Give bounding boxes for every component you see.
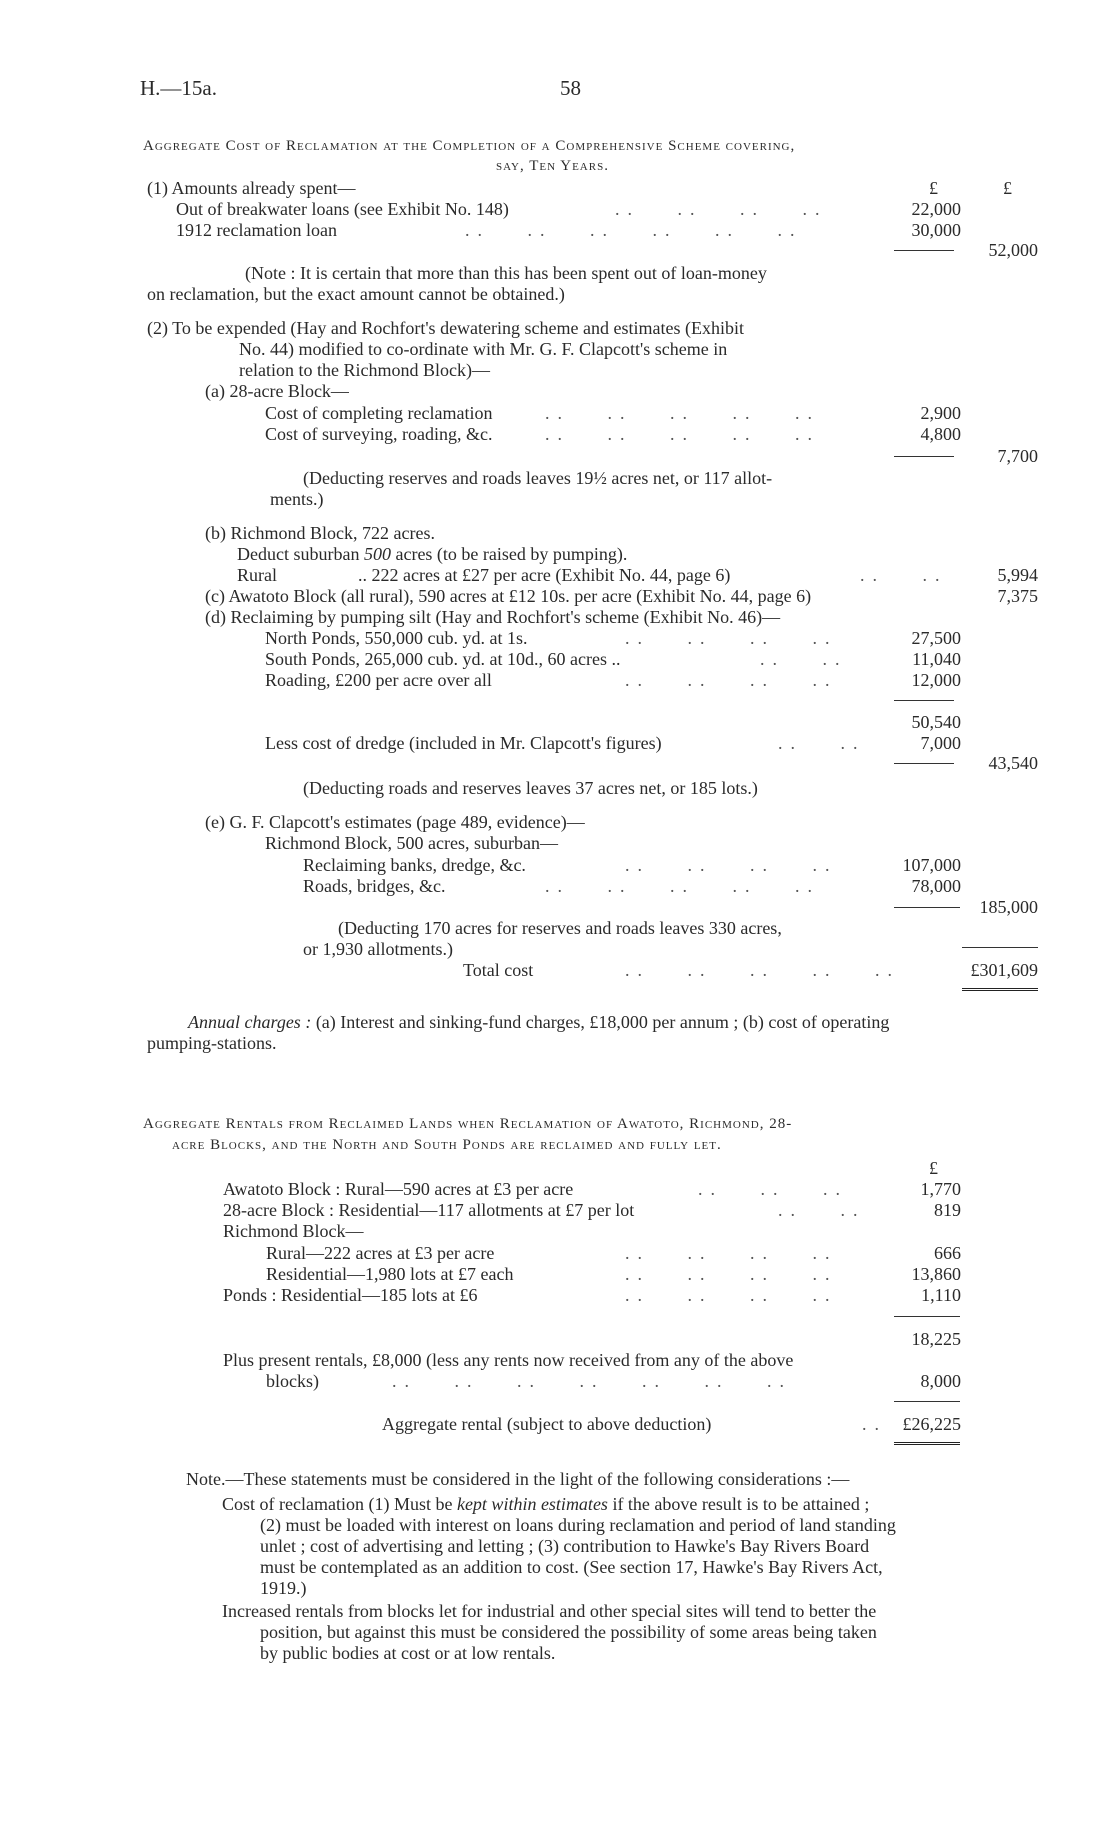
item2e-row2-label: Roads, bridges, &c. <box>303 876 446 896</box>
currency-col2: £ <box>1003 178 1012 198</box>
leader-dots: .. .. <box>860 565 948 585</box>
item2b-line2-num: 500 <box>363 544 391 564</box>
item2d-row1-value: 27,500 <box>911 628 961 648</box>
item2e-row2-value: 78,000 <box>911 876 961 896</box>
aggregate-rental-value: £26,225 <box>902 1414 961 1434</box>
leader-dots: .. .. .. .. <box>625 1243 838 1263</box>
item2d-note: (Deducting roads and reserves leaves 37 acres net, or 185 lots.) <box>303 778 758 798</box>
item2e-row1-value: 107,000 <box>902 855 961 875</box>
rental-row-residential: Residential—1,980 lots at £7 each <box>266 1264 514 1284</box>
note-p1-line1 <box>222 1494 869 1515</box>
section1-subtitle: say, Ten Years. <box>496 158 609 174</box>
item2e-note-line1: (Deducting 170 acres for reserves and roads leaves 330 acres, <box>338 918 782 938</box>
leader-dots: .. .. .. .. <box>625 855 838 875</box>
item2e-row1-label: Reclaiming banks, dredge, &c. <box>303 855 526 875</box>
note-p2-line2: position, but against this must be considered the possibility of some areas being taken <box>260 1622 877 1642</box>
leader-dots: .. .. .. .. .. <box>545 424 820 444</box>
item1-row2-value: 30,000 <box>911 220 961 240</box>
note-p1-line2: (2) must be loaded with interest on loans during reclamation and period of land standing <box>260 1515 896 1535</box>
item2b-rural-text: .. 222 acres at £27 per acre (Exhibit No. 44, page 6) <box>358 565 731 585</box>
item2a-heading: (a) 28-acre Block— <box>205 381 349 401</box>
plus-present-line2: blocks) <box>266 1371 319 1391</box>
item1-note-line1: (Note : It is certain that more than this has been spent out of loan-money <box>245 263 767 283</box>
rule <box>962 947 1038 948</box>
note-p1-line5: 1919.) <box>260 1578 307 1598</box>
item1-note-line2: on reclamation, but the exact amount cannot be obtained.) <box>147 284 565 304</box>
item2e-line2: Richmond Block, 500 acres, suburban— <box>265 833 558 853</box>
item2b-line2-pre: Deduct suburban <box>237 544 364 564</box>
leader-dots: .. .. .. .. .. <box>545 876 820 896</box>
document-reference: H.—15a. <box>140 76 217 100</box>
leader-dots: .. .. .. <box>698 1179 848 1199</box>
plus-present-line1: Plus present rentals, £8,000 (less any rents now received from any of the above <box>223 1350 794 1370</box>
item2-line1: (2) To be expended (Hay and Rochfort's dewatering scheme and estimates (Exhibit <box>147 318 744 338</box>
section2-title: Aggregate Rentals from Reclaimed Lands when Reclamation of Awatoto, Richmond, 28- <box>143 1116 793 1132</box>
rule <box>894 1316 960 1317</box>
section1-title: Aggregate Cost of Reclamation at the Completion of a Comprehensive Scheme covering, <box>143 138 796 154</box>
item2d-less-label: Less cost of dredge (included in Mr. Clapcott's figures) <box>265 733 662 753</box>
item2d-row2-value: 11,040 <box>912 649 961 669</box>
annual-charges-line2: pumping-stations. <box>147 1033 277 1053</box>
leader-dots: .. .. .. .. <box>625 1264 838 1284</box>
item2e-note-line2: or 1,930 allotments.) <box>303 939 453 959</box>
item2d-row1-label: North Ponds, 550,000 cub. yd. at 1s. <box>265 628 528 648</box>
annual-charges-label: Annual charges : <box>188 1012 312 1032</box>
rental-row-rural: Rural—222 acres at £3 per acre <box>266 1243 495 1263</box>
currency-col1: £ <box>929 178 938 198</box>
leader-dots: .. .. .. .. <box>615 199 828 219</box>
item2a-total: 7,700 <box>997 446 1038 466</box>
rental-value-28acre: 819 <box>934 1200 961 1220</box>
rental-row-28acre: 28-acre Block : Residential—117 allotments at £7 per lot <box>223 1200 635 1220</box>
leader-dots: .. .. .. .. .. <box>625 960 900 980</box>
note-p1-line4: must be contemplated as an addition to cost. (See section 17, Hawke's Bay Rivers Act, <box>260 1557 883 1577</box>
leader-dots: .. .. .. .. .. <box>545 403 820 423</box>
aggregate-rental-label: Aggregate rental (subject to above deduction) <box>382 1414 712 1434</box>
rental-row-ponds: Ponds : Residential—185 lots at £6 <box>223 1285 478 1305</box>
total-cost-value: £301,609 <box>970 960 1038 980</box>
leader-dots: .. .. .. .. .. .. .. <box>392 1371 792 1391</box>
item2b-heading: (b) Richmond Block, 722 acres. <box>205 523 435 543</box>
rule <box>894 700 954 701</box>
total-cost-label: Total cost <box>463 960 534 980</box>
item2b-rural-value: 5,994 <box>997 565 1038 585</box>
note-p1-line3: unlet ; cost of advertising and letting ; (3) contribution to Hawke's Bay Rivers Board <box>260 1536 870 1556</box>
item2a-row2-value: 4,800 <box>920 424 961 444</box>
item1-row2-label: 1912 reclamation loan <box>176 220 337 240</box>
leader-dots: .. .. .. .. .. .. <box>465 220 803 240</box>
item2a-note-line1: (Deducting reserves and roads leaves 19½ acres net, or 117 allot- <box>303 468 773 488</box>
leader-dots: .. .. <box>760 649 848 669</box>
note-p1-emphasis: kept within estimates <box>456 1494 608 1514</box>
item2d-row3-value: 12,000 <box>911 670 961 690</box>
item2a-note-line2: ments.) <box>270 489 324 509</box>
rental-value-awatoto: 1,770 <box>920 1179 961 1199</box>
section2-subtitle: acre Blocks, and the North and South Ponds are reclaimed and fully let. <box>172 1137 722 1153</box>
item2d-row2-label: South Ponds, 265,000 cub. yd. at 10d., 60 acres .. <box>265 649 621 669</box>
item2d-subtotal: 50,540 <box>911 712 961 732</box>
item2d-total: 43,540 <box>988 753 1038 773</box>
item2c-value: 7,375 <box>997 586 1038 606</box>
note-p2-line3: by public bodies at cost or at low rentals. <box>260 1643 556 1663</box>
item2-line3: relation to the Richmond Block)— <box>239 360 490 380</box>
rental-row-awatoto: Awatoto Block : Rural—590 acres at £3 per acre <box>223 1179 574 1199</box>
item1-heading: (1) Amounts already spent— <box>147 178 356 198</box>
section2-currency: £ <box>929 1158 938 1178</box>
leader-dots: .. <box>862 1414 887 1434</box>
note-p2-line1: Increased rentals from blocks let for industrial and other special sites will tend to better the <box>222 1601 877 1621</box>
item2d-less-value: 7,000 <box>920 733 961 753</box>
item2-line2: No. 44) modified to co-ordinate with Mr. G. F. Clapcott's scheme in <box>239 339 728 359</box>
note-p1-post: if the above result is to be attained ; <box>607 1494 870 1514</box>
item2b-rural-label: Rural <box>237 565 277 585</box>
item2e-heading: (e) G. F. Clapcott's estimates (page 489, evidence)— <box>205 812 585 832</box>
rental-row-richmond: Richmond Block— <box>223 1221 364 1241</box>
leader-dots: .. .. .. .. <box>625 628 838 648</box>
annual-charges <box>188 1012 889 1033</box>
rental-value-ponds: 1,110 <box>921 1285 961 1305</box>
item2b-line2-post: acres (to be raised by pumping). <box>390 544 628 564</box>
plus-present-value: 8,000 <box>920 1371 961 1391</box>
item2a-row1-label: Cost of completing reclamation <box>265 403 493 423</box>
note-intro: Note.—These statements must be considered in the light of the following considerations :— <box>186 1469 850 1489</box>
rental-value-residential: 13,860 <box>911 1264 961 1284</box>
item2e-total: 185,000 <box>979 897 1038 917</box>
page-number: 58 <box>560 76 581 100</box>
double-rule <box>894 1442 960 1448</box>
leader-dots: .. .. <box>778 1200 866 1220</box>
item1-row1-value: 22,000 <box>911 199 961 219</box>
rental-subtotal: 18,225 <box>911 1329 961 1349</box>
item1-total: 52,000 <box>988 240 1038 260</box>
note-p1-pre: Cost of reclamation (1) Must be <box>222 1494 457 1514</box>
item2d-row3-label: Roading, £200 per acre over all <box>265 670 492 690</box>
item2a-row1-value: 2,900 <box>920 403 961 423</box>
item2d-heading: (d) Reclaiming by pumping silt (Hay and Rochfort's scheme (Exhibit No. 46)— <box>205 607 781 627</box>
item2a-row2-label: Cost of surveying, roading, &c. <box>265 424 493 444</box>
item2c-text: (c) Awatoto Block (all rural), 590 acres at £12 10s. per acre (Exhibit No. 44, page 6) <box>205 586 812 606</box>
leader-dots: .. .. <box>778 733 866 753</box>
double-rule <box>962 988 1038 994</box>
rental-value-rural: 666 <box>934 1243 961 1263</box>
rule <box>894 1401 960 1402</box>
leader-dots: .. .. .. .. <box>625 670 838 690</box>
leader-dots: .. .. .. .. <box>625 1285 838 1305</box>
item1-row1-label: Out of breakwater loans (see Exhibit No. 148) <box>176 199 509 219</box>
item2b-line2 <box>237 544 627 565</box>
annual-charges-text: (a) Interest and sinking-fund charges, £18,000 per annum ; (b) cost of operating <box>315 1012 890 1032</box>
